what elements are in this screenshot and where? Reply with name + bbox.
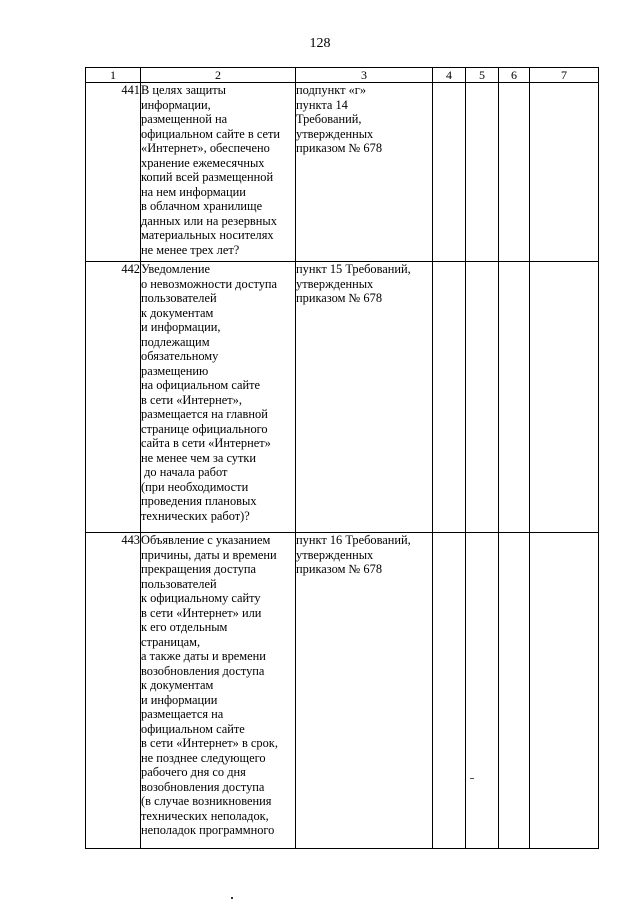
question-line: обязательному — [141, 349, 219, 363]
question-line: прекращения доступа — [141, 562, 257, 576]
empty-cell-col6 — [499, 533, 530, 849]
question-line: «Интернет», обеспечено — [141, 141, 270, 155]
table-row — [86, 83, 599, 262]
question-line: (при необходимости — [141, 479, 249, 494]
question-line: неполадок программного — [141, 823, 275, 837]
row-number: 441 — [86, 83, 141, 262]
question-line: и информации, — [141, 320, 221, 334]
row-number: 443 — [86, 533, 141, 849]
question-line: информации, — [141, 97, 211, 112]
question-line: официальном сайте — [141, 721, 245, 736]
question-line: технических работ)? — [141, 508, 250, 523]
reference-line: утвержденных — [296, 276, 374, 291]
row-number: 442 — [86, 262, 141, 533]
empty-cell-col4 — [433, 533, 466, 849]
question-line: технических неполадок, — [141, 808, 269, 823]
requirement-reference — [296, 533, 433, 849]
question-line: страницам, — [141, 634, 201, 649]
question-line: размещается на главной — [141, 407, 268, 421]
table-row — [86, 533, 599, 849]
question-line: до начала работ — [141, 465, 228, 479]
reference-line: Требований, — [296, 112, 362, 126]
question-line: а также даты и времени — [141, 649, 266, 663]
empty-cell-col6 — [499, 262, 530, 533]
reference-line: приказом № 678 — [296, 291, 383, 305]
column-header-2: 2 — [141, 68, 296, 83]
empty-cell-col6 — [499, 83, 530, 262]
question-line: материальных носителях — [141, 228, 274, 242]
empty-cell-col4 — [433, 83, 466, 262]
reference-line: утвержденных — [296, 547, 374, 562]
question-line: Уведомление — [141, 262, 211, 276]
reference-line: приказом № 678 — [296, 141, 383, 155]
question-line: на нем информации — [141, 184, 246, 199]
question-line: размещенной на — [141, 112, 228, 126]
reference-line: приказом № 678 — [296, 562, 383, 576]
column-header-3: 3 — [296, 68, 433, 83]
question-line: размещению — [141, 363, 209, 378]
question-line: пользователей — [141, 291, 217, 305]
scan-mark — [470, 778, 474, 779]
question-line: к документам — [141, 678, 214, 692]
reference-line: пункт 16 Требований, — [296, 533, 411, 547]
table-body — [86, 83, 599, 849]
empty-cell-col5 — [466, 83, 499, 262]
reference-line: подпункт «г» — [296, 83, 367, 97]
question-line: хранение ежемесячных — [141, 155, 265, 170]
empty-cell-col7 — [530, 533, 599, 849]
question-line: размещается на — [141, 707, 224, 721]
question-line: к документам — [141, 305, 214, 320]
question-line: подлежащим — [141, 334, 210, 349]
question-line: проведения плановых — [141, 494, 257, 508]
question-text — [141, 262, 296, 533]
question-line: к официальному сайту — [141, 591, 261, 605]
column-header-1: 1 — [86, 68, 141, 83]
question-line: официальном сайте в сети — [141, 126, 281, 141]
question-text — [141, 533, 296, 849]
question-line: не менее трех лет? — [141, 242, 240, 257]
empty-cell-col7 — [530, 83, 599, 262]
reference-line: утвержденных — [296, 126, 374, 141]
question-line: не позднее следующего — [141, 750, 266, 765]
reference-line: пункт 15 Требований, — [296, 262, 411, 276]
question-text — [141, 83, 296, 262]
question-line: в сети «Интернет» в срок, — [141, 736, 278, 750]
column-header-5: 5 — [466, 68, 499, 83]
question-line: и информации — [141, 692, 218, 707]
empty-cell-col7 — [530, 262, 599, 533]
question-line: причины, даты и времени — [141, 547, 277, 562]
question-line: возобновления доступа — [141, 663, 265, 678]
checklist-table — [85, 67, 599, 849]
question-line: возобновления доступа — [141, 779, 265, 794]
empty-cell-col4 — [433, 262, 466, 533]
header-row — [86, 68, 599, 83]
scan-speck — [231, 897, 233, 899]
question-line: о невозможности доступа — [141, 276, 278, 291]
column-header-6: 6 — [499, 68, 530, 83]
requirement-reference — [296, 83, 433, 262]
question-line: пользователей — [141, 576, 217, 591]
column-header-4: 4 — [433, 68, 466, 83]
question-line: рабочего дня со дня — [141, 765, 246, 779]
reference-line: пункта 14 — [296, 97, 348, 112]
empty-cell-col5 — [466, 262, 499, 533]
question-line: в сети «Интернет» или — [141, 605, 262, 620]
table-row — [86, 262, 599, 533]
question-line: странице официального — [141, 421, 268, 436]
question-line: не менее чем за сутки — [141, 450, 257, 465]
question-line: копий всей размещенной — [141, 170, 274, 184]
question-line: на официальном сайте — [141, 378, 261, 392]
requirement-reference — [296, 262, 433, 533]
question-line: к его отдельным — [141, 620, 228, 634]
question-line: В целях защиты — [141, 83, 226, 97]
question-line: сайта в сети «Интернет» — [141, 436, 271, 450]
question-line: в сети «Интернет», — [141, 392, 242, 407]
empty-cell-col5 — [466, 533, 499, 849]
question-line: данных или на резервных — [141, 213, 277, 228]
column-header-7: 7 — [530, 68, 599, 83]
question-line: в облачном хранилище — [141, 199, 263, 213]
question-line: (в случае возникновения — [141, 794, 272, 808]
page-number: 128 — [309, 36, 331, 51]
question-line: Объявление с указанием — [141, 533, 271, 547]
